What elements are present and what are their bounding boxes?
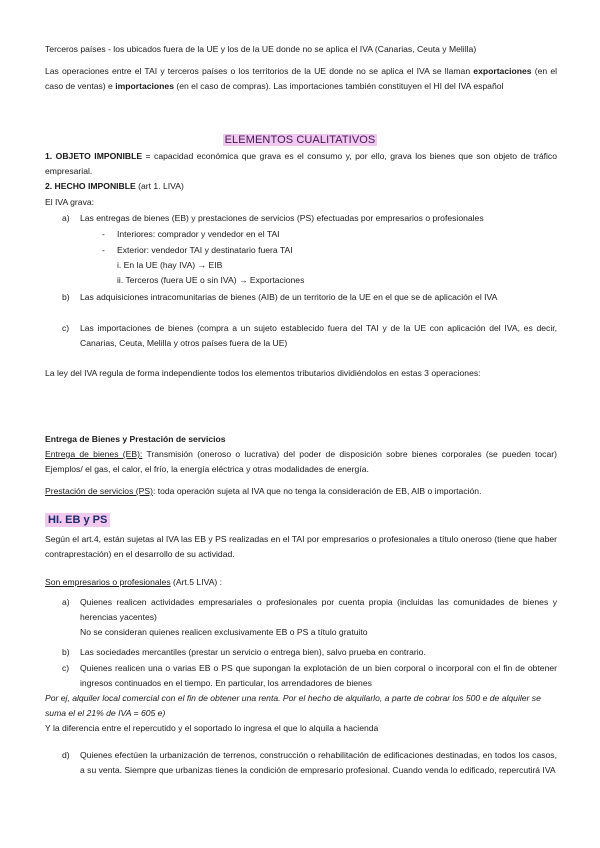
emp-a-marker: a) bbox=[62, 597, 70, 607]
ps-definition bbox=[45, 484, 557, 499]
hi-heading-wrap bbox=[45, 513, 557, 528]
objeto-imponible-text: = capacidad económica que grava es el consumo y, por ello, grava los bienes que son objeto de tráfico empresarial. bbox=[45, 151, 558, 176]
dash-marker-2: - bbox=[102, 245, 105, 255]
item-a-marker: a) bbox=[62, 213, 70, 223]
sub-exterior-ii: ii. Terceros (fuera UE o sin IVA) → Exportaciones bbox=[117, 275, 305, 285]
item-b-text: Las adquisiciones intracomunitarias de bienes (AIB) de un territorio de la UE en el que se de aplicación el IVA bbox=[80, 292, 498, 302]
iva-grava-line: El IVA grava: bbox=[45, 197, 95, 207]
item-a-text: Las entregas de bienes (EB) y prestaciones de servicios (PS) efectuadas por empresarios o profesionales bbox=[80, 213, 484, 223]
elementos-cualitativos-title: ELEMENTOS CUALITATIVOS bbox=[224, 134, 376, 146]
empresarios-ref: (Art.5 LIVA) : bbox=[173, 577, 223, 587]
eb-definition bbox=[45, 447, 557, 477]
ps-label: Prestación de servicios (PS) bbox=[45, 486, 153, 496]
intro-para-a: Las operaciones entre el TAI y terceros países o los territorios de la UE donde no se aplica el IVA se llaman bbox=[45, 66, 471, 76]
emp-b-marker: b) bbox=[62, 647, 70, 657]
sub-exterior: Exterior: vendedor TAI y destinatario fuera TAI bbox=[117, 245, 293, 255]
sub-exterior-i: i. En la UE (hay IVA) → EIB bbox=[117, 260, 223, 270]
hi-intro-paragraph: Según el art.4, están sujetas al IVA las EB y PS realizadas en el TAI por empresarios o profesionales a título oneroso (tiene que haber contraprestación) en el desarrollo de su actividad. bbox=[45, 534, 557, 559]
entrega-heading bbox=[45, 432, 557, 447]
eb-label: Entrega de bienes (EB): bbox=[45, 449, 143, 459]
eb-text: Transmisión (oneroso o lucrativa) del poder de disposición sobre bienes corporales (se pueden tocar) Ejemplos/ el gas, el calor, el frío, la energía eléctrica y otras modalidades de energía. bbox=[45, 449, 557, 474]
item-c-text: Las importaciones de bienes (compra a un sujeto establecido fuera del TAI y de la UE con aplicación del IVA, es decir, Canarias, Ceuta, Melilla y otros países fuera de la UE) bbox=[80, 323, 557, 348]
emp-a-note: No se consideran quienes realicen exclusivamente EB o PS a título gratuito bbox=[80, 627, 368, 637]
hecho-imponible-label: 2. HECHO IMPONIBLE bbox=[45, 181, 136, 191]
emp-d-marker: d) bbox=[62, 750, 70, 760]
item-b-marker: b) bbox=[62, 292, 70, 302]
intro-operaciones-paragraph bbox=[45, 64, 557, 94]
sub-interiores: Interiores: comprador y vendedor en el TAI bbox=[117, 229, 280, 239]
intro-terceros-line: Terceros países - los ubicados fuera de la UE y los de la UE donde no se aplica el IVA (Canarias, Ceuta y Melilla) bbox=[45, 44, 477, 54]
entrega-heading-text: Entrega de Bienes y Prestación de servicios bbox=[45, 434, 226, 444]
ley-iva-paragraph: La ley del IVA regula de forma independiente todos los elementos tributarios dividiéndolos en estas 3 operaciones: bbox=[45, 368, 481, 378]
diferencia-line: Y la diferencia entre el repercutido y el soportado lo ingresa el que lo alquila a hacienda bbox=[45, 723, 379, 733]
empresarios-label: Son empresarios o profesionales bbox=[45, 577, 171, 587]
dash-marker-1: - bbox=[102, 229, 105, 239]
emp-d-text: Quienes efectúen la urbanización de terrenos, construcción o rehabilitación de edificaciones destinadas, en todos los casos, a su venta. Siempre que urbanizas tienes la condición de empresario profesional. Cuando venda lo edificado, repercutirá IVA bbox=[80, 750, 557, 775]
alquiler-example: Por ej, alquiler local comercial con el fin de obtener una renta. Por el hecho de alquilarlo, a parte de cobrar los 500 e de alquiler se suma el el 21% de IVA = 605 e) bbox=[45, 693, 541, 718]
elementos-title-wrap bbox=[0, 133, 600, 148]
objeto-imponible-paragraph bbox=[45, 149, 557, 179]
hecho-imponible-ref: (art 1. LIVA) bbox=[138, 181, 184, 191]
emp-c-marker: c) bbox=[62, 663, 70, 673]
empresarios-heading bbox=[45, 575, 557, 590]
emp-a-text: Quienes realicen actividades empresariales o profesionales por cuenta propia (incluidas las comunidades de bienes y herencias yacentes) bbox=[80, 597, 557, 622]
intro-para-b: (en el caso de ventas) e bbox=[45, 66, 558, 91]
exportaciones-term: exportaciones bbox=[473, 66, 532, 76]
item-c-marker: c) bbox=[62, 323, 70, 333]
ps-text: : toda operación sujeta al IVA que no tenga la consideración de EB, AIB o importación. bbox=[152, 486, 482, 496]
importaciones-term: importaciones bbox=[115, 81, 174, 91]
objeto-imponible-label: 1. OBJETO IMPONIBLE bbox=[45, 151, 143, 161]
emp-b-text: Las sociedades mercantiles (prestar un servicio o entrega bien), salvo prueba en contrario. bbox=[80, 647, 426, 657]
hi-eb-ps-heading: HI. EB y PS bbox=[45, 513, 110, 527]
emp-c-text: Quienes realicen una o varias EB o PS que supongan la explotación de un bien corporal o incorporal con el fin de obtener ingresos continuados en el tiempo. En particular, los arrendadores de bienes bbox=[80, 663, 557, 688]
intro-para-c: (en el caso de compras). Las importaciones también constituyen el HI del IVA español bbox=[176, 81, 504, 91]
hecho-imponible-heading bbox=[45, 179, 557, 194]
